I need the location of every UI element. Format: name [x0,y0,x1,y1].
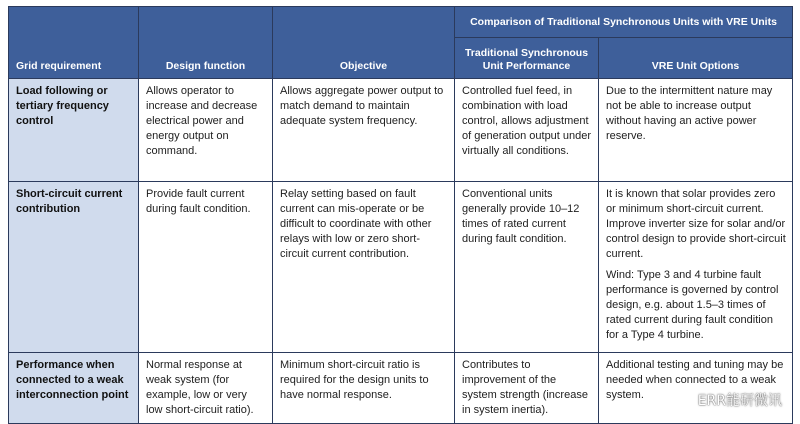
cell-paragraph: Wind: Type 3 and 4 turbine fault performance is governed by control design, e.g. about 1.5–3 times of rated current during fault condition for a Type 4 turbine. [606,269,779,341]
watermark-text: ERR能研微讯 [697,393,782,409]
cell-traditional-performance: Controlled fuel feed, in combination with load control, allows adjustment of generation output under virtually all conditions. [455,79,599,182]
cell-paragraph: It is known that solar provides zero or minimum short-circuit current. Improve inverter size for solar and/or control design to provide short-circuit current. [606,188,786,260]
cell-vre-options [599,353,793,424]
cell-grid-requirement: Short-circuit current contribution [9,182,139,353]
wechat-icon [673,390,693,410]
cell-objective: Minimum short-circuit ratio is required for the design units to have normal response. [273,353,455,424]
header-objective: Objective [273,7,455,79]
cell-design-function: Provide fault current during fault condition. [139,182,273,353]
header-grid-requirement: Grid requirement [9,7,139,79]
table-row [9,79,793,182]
header-vre-options: VRE Unit Options [599,38,793,79]
cell-vre-options [599,182,793,353]
cell-design-function: Normal response at weak system (for example, low or very low short-circuit ratio). [139,353,273,424]
cell-vre-options [599,79,793,182]
cell-grid-requirement: Performance when connected to a weak interconnection point [9,353,139,424]
cell-design-function: Allows operator to increase and decrease electrical power and energy output on command. [139,79,273,182]
comparison-table [8,6,793,424]
header-row-group [9,7,793,38]
cell-traditional-performance: Conventional units generally provide 10–12 times of rated current during fault condition. [455,182,599,353]
cell-traditional-performance: Contributes to improvement of the system strength (increase in system inertia). [455,353,599,424]
cell-paragraph: Due to the intermittent nature may not be able to increase output without having an active power reserve. [606,85,773,142]
table-row [9,353,793,424]
watermark [673,390,782,410]
cell-grid-requirement: Load following or tertiary frequency control [9,79,139,182]
table-row [9,182,793,353]
cell-objective: Relay setting based on fault current can mis-operate or be difficult to coordinate with other relays with low or zero short-circuit current contribution. [273,182,455,353]
header-comparison-group: Comparison of Traditional Synchronous Units with VRE Units [455,7,793,38]
header-design-function: Design function [139,7,273,79]
header-traditional-performance: Traditional Synchronous Unit Performance [455,38,599,79]
cell-paragraph: Additional testing and tuning may be needed when connected to a weak system. [606,359,784,401]
cell-objective: Allows aggregate power output to match demand to maintain adequate system frequency. [273,79,455,182]
